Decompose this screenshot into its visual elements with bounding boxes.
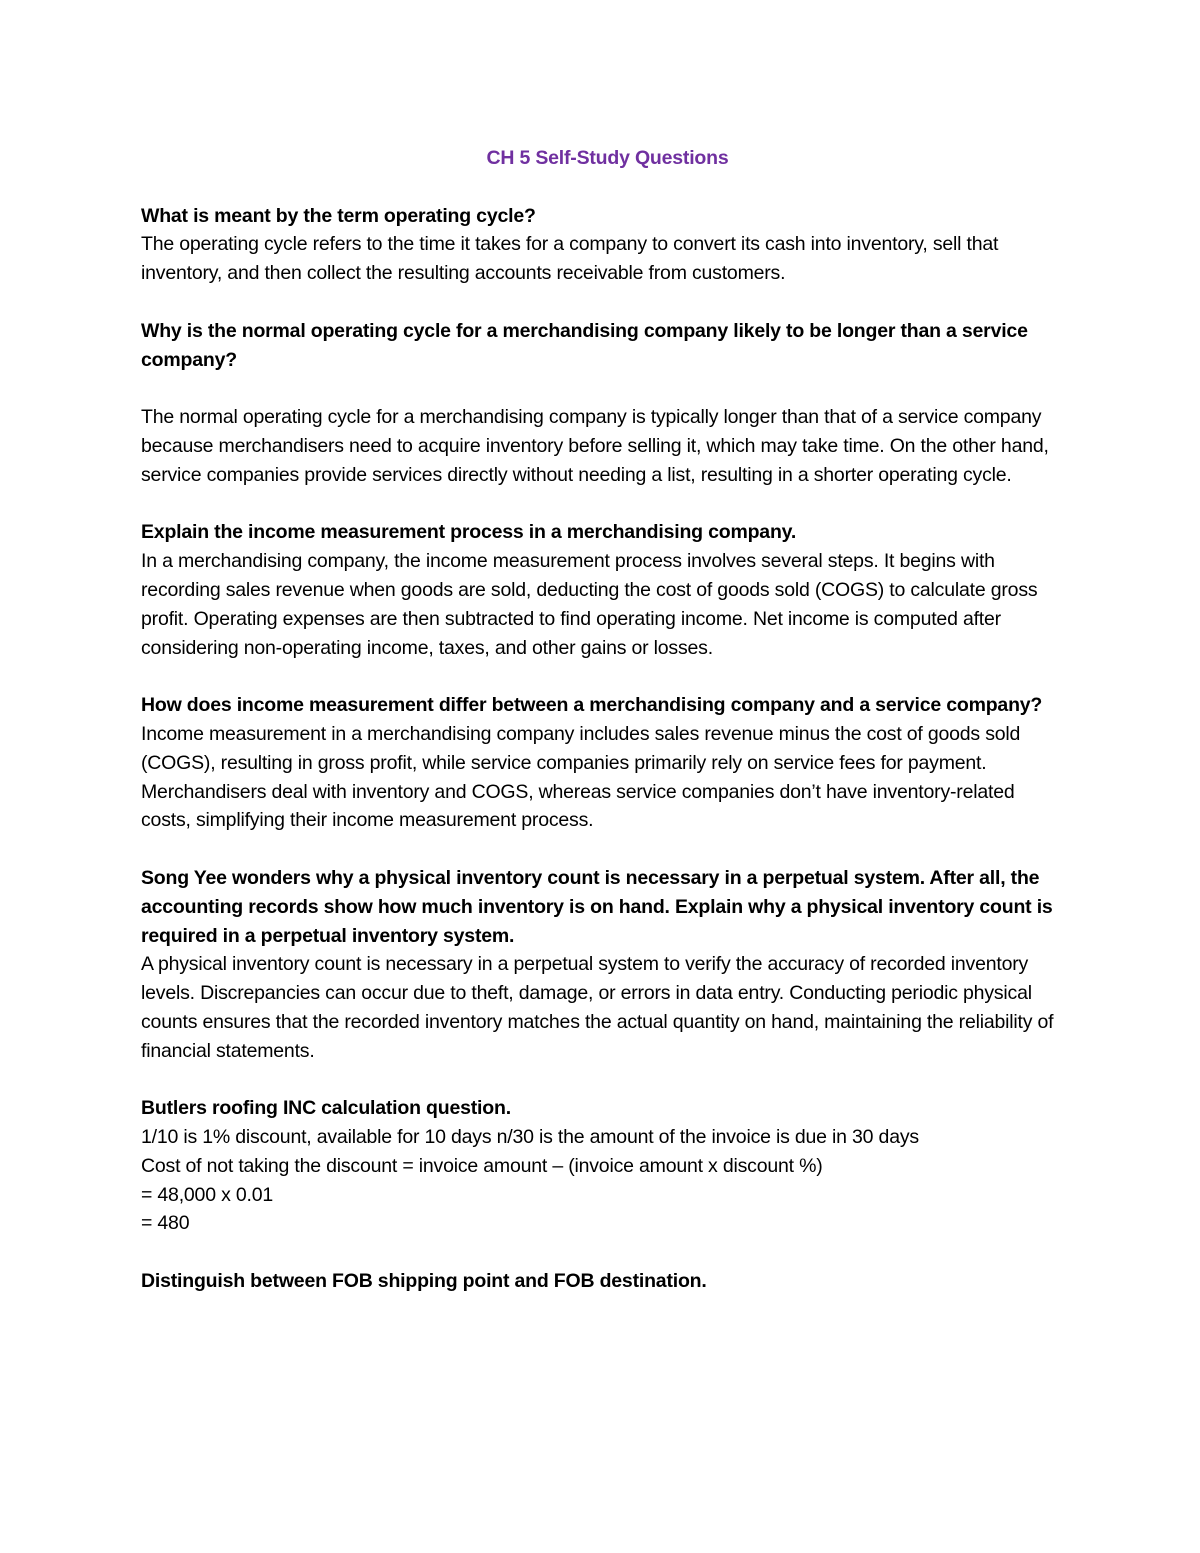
question-text: Song Yee wonders why a physical inventory count is necessary in a perpetual system. After all, the accounting records show how much inventory is on hand. Explain why a physical inventory count is required in a perpetual inventory system.	[141, 866, 1053, 947]
answer-line: = 48,000 x 0.01	[141, 1183, 273, 1206]
answer-text: In a merchandising company, the income measurement process involves several steps. It begins with recording sales revenue when goods are sold, deducting the cost of goods sold (COGS) to calculate gross profit. Operating expenses are then subtracted to find operating income. Net income is computed after considering non-operating income, taxes, and other gains or losses.	[141, 550, 1038, 659]
question-text: Explain the income measurement process in a merchandising company.	[141, 521, 797, 544]
question-text: How does income measurement differ between a merchandising company and a service company?	[141, 694, 1043, 717]
answer-text: The normal operating cycle for a merchandising company is typically longer than that of a service company because merchandisers need to acquire inventory before selling it, which may take time. On the other hand, service companies provide services directly without needing a list, resulting in a shorter operating cycle.	[141, 406, 1049, 486]
answer-text: The operating cycle refers to the time it takes for a company to convert its cash into inventory, sell that inventory, and then collect the resulting accounts receivable from customers.	[141, 233, 999, 285]
qa-block-income-difference	[141, 691, 1066, 835]
qa-block-butlers-roofing	[141, 1094, 1066, 1238]
answer-text: Income measurement in a merchandising company includes sales revenue minus the cost of goods sold (COGS), resulting in gross profit, while service companies primarily rely on service fees for payment. Merchandisers deal with inventory and COGS, whereas service companies don’t have inventory-related costs, simplifying their income measurement process.	[141, 722, 1021, 832]
question-text: What is meant by the term operating cycle?	[141, 204, 536, 227]
answer-line: Cost of not taking the discount = invoice amount – (invoice amount x discount %)	[141, 1154, 823, 1177]
qa-block-fob	[141, 1267, 1066, 1296]
question-text: Why is the normal operating cycle for a merchandising company likely to be longer than a service company?	[141, 319, 1028, 371]
qa-block-merchandising-cycle	[141, 317, 1066, 490]
qa-block-operating-cycle	[141, 202, 1066, 288]
answer-text: A physical inventory count is necessary in a perpetual system to verify the accuracy of recorded inventory levels. Discrepancies can occur due to theft, damage, or errors in data entry. Conducting periodic physical counts ensures that the recorded inventory matches the actual quantity on hand, maintaining the reliability of financial statements.	[141, 953, 1054, 1062]
qa-block-income-measurement	[141, 518, 1066, 662]
answer-line: = 480	[141, 1212, 190, 1235]
question-text: Distinguish between FOB shipping point and FOB destination.	[141, 1270, 707, 1293]
question-text: Butlers roofing INC calculation question.	[141, 1097, 511, 1120]
document-body	[141, 144, 1066, 1325]
document-title: CH 5 Self-Study Questions	[486, 147, 729, 169]
answer-line: 1/10 is 1% discount, available for 10 days n/30 is the amount of the invoice is due in 30 days	[141, 1126, 919, 1149]
qa-block-physical-inventory	[141, 864, 1066, 1066]
blank-line	[141, 374, 1066, 403]
